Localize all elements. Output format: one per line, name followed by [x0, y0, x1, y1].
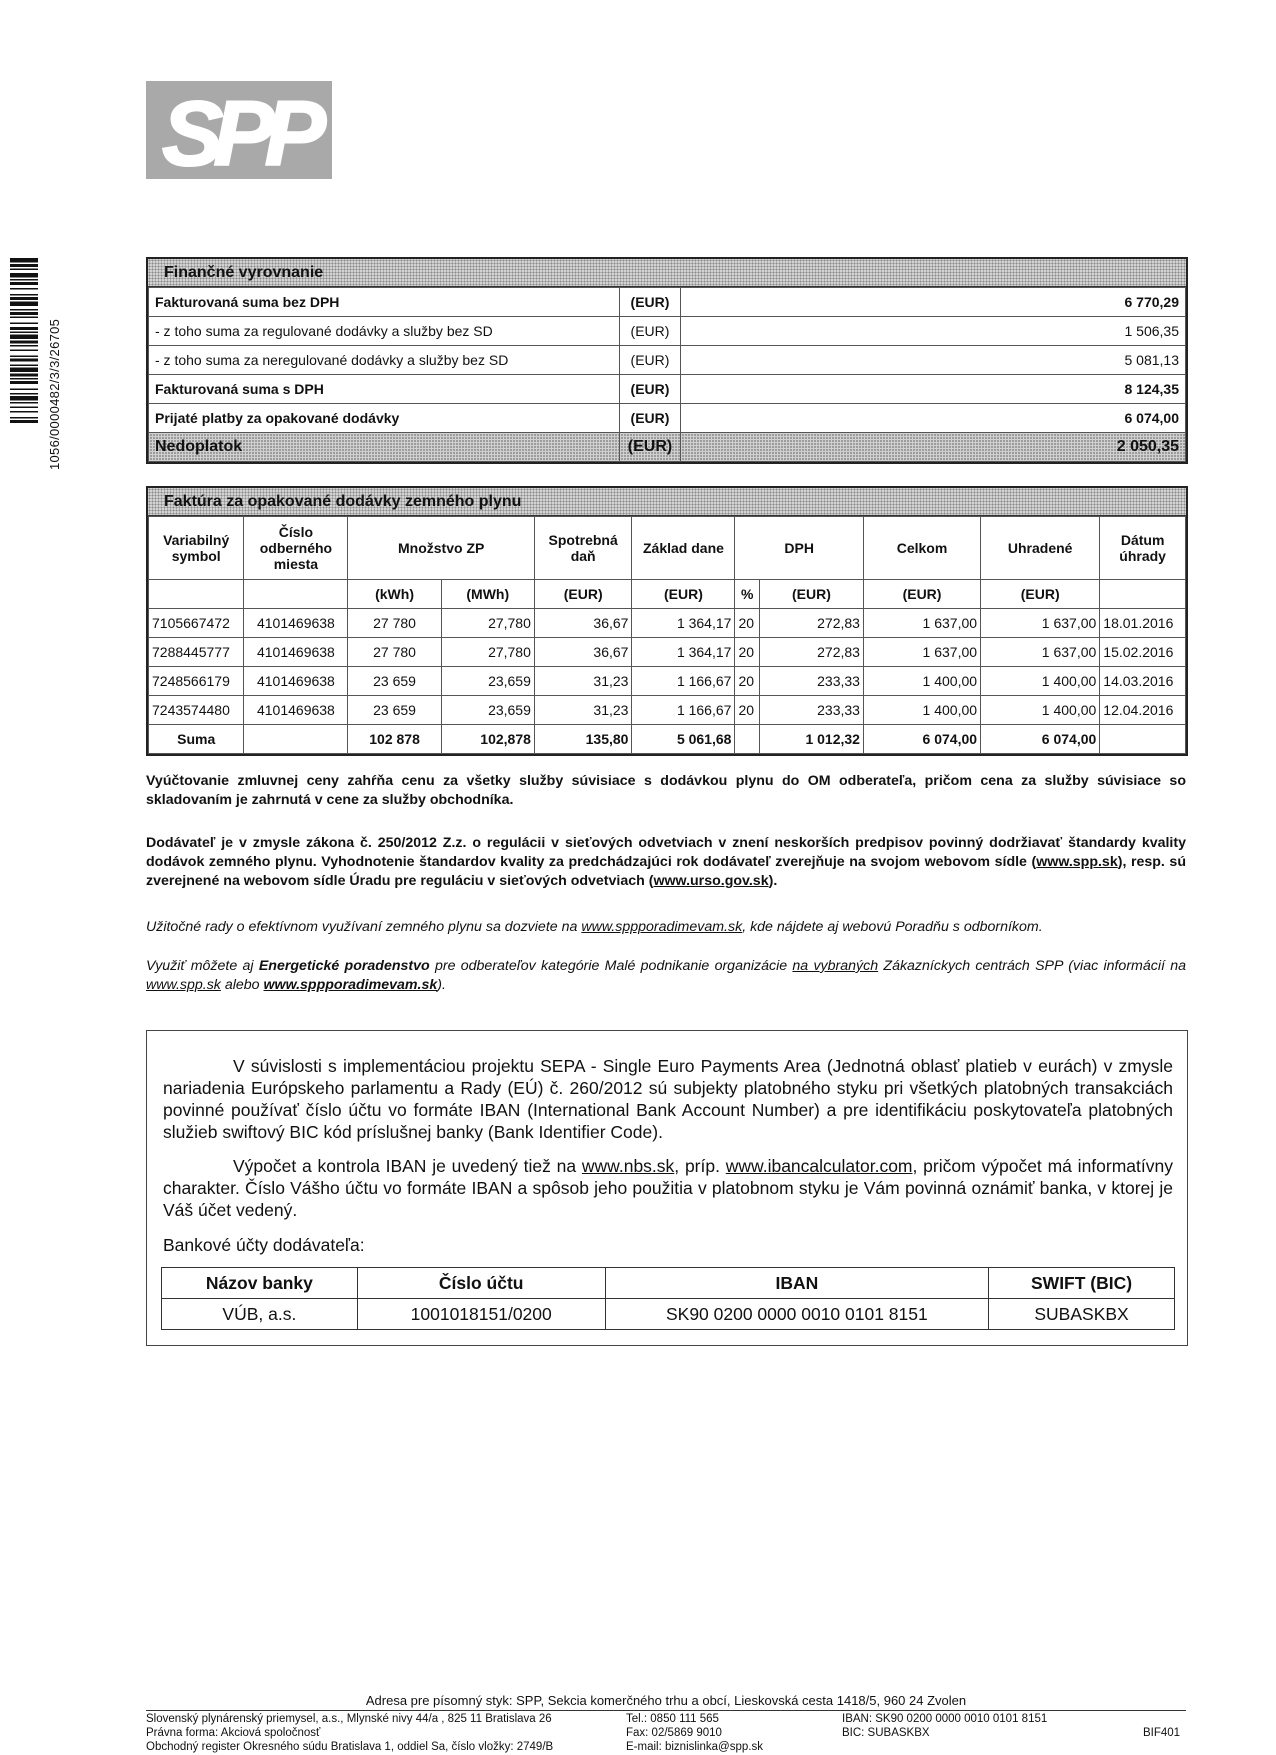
invoice-cell-kwh: 27 780 [348, 609, 441, 638]
sum-cell-sd: 135,80 [534, 725, 632, 754]
footer-phone: Tel.: 0850 111 565 [626, 1713, 719, 1725]
financial-value: 8 124,35 [681, 375, 1186, 404]
invoice-cell-om: 4101469638 [244, 696, 348, 725]
header-datum-uhrady: Dátum úhrady [1100, 517, 1186, 580]
financial-value: 6 074,00 [681, 404, 1186, 433]
link-sppporadimevam[interactable]: www.sppporadimevam.sk [581, 919, 743, 935]
sum-cell-label: Suma [149, 725, 244, 754]
unit-empty [149, 580, 244, 609]
invoice-cell-celkom: 1 400,00 [863, 696, 980, 725]
sepa-info-box [146, 1030, 1188, 1346]
invoice-cell-uhradene: 1 400,00 [981, 667, 1100, 696]
bank-account: 1001018151/0200 [357, 1299, 605, 1330]
note-quality-standards: Dodávateľ je v zmysle zákona č. 250/2012 Z.z. o regulácii v sieťových odvetviach v znení neskorších predpisov povinný dodržiavať štandardy kvality dodávok zemného plynu. Vyhodnotenie štandardov kvality za predchádzajúci rok dodávateľ zverejňuje na svojom webovom sídle (www.spp.sk), resp. sú zverejnené na webovom sídle Úradu pre reguláciu v sieťových odvetviach (www.urso.gov.sk). [146, 835, 1186, 889]
invoice-cell-uhradene: 1 400,00 [981, 696, 1100, 725]
invoice-cell-celkom: 1 637,00 [863, 609, 980, 638]
footer-company: Slovenský plynárenský priemysel, a.s., Mlynské nivy 44/a , 825 11 Bratislava 26 [146, 1713, 552, 1725]
note-advice: Užitočné rady o efektívnom využívaní zemného plynu sa dozviete na www.sppporadimevam.sk, kde nájdete aj webovú Poradňu s odborníkom. [146, 919, 1043, 935]
financial-currency: (EUR) [620, 433, 681, 462]
sum-cell-dph: 1 012,32 [759, 725, 863, 754]
sum-cell-uhradene: 6 074,00 [981, 725, 1100, 754]
footer-register: Obchodný register Okresného súdu Bratislava 1, oddiel Sa, číslo vložky: 2749/B [146, 1741, 554, 1753]
financial-currency: (EUR) [620, 317, 681, 346]
financial-row [149, 346, 1186, 375]
invoice-cell-pct: 20 [735, 609, 759, 638]
bank-name: VÚB, a.s. [162, 1299, 358, 1330]
invoice-cell-mwh: 27,780 [441, 609, 534, 638]
bank-accounts-label: Bankové účty dodávateľa: [163, 1235, 365, 1255]
sepa-paragraph-2: Výpočet a kontrola IBAN je uvedený tiež na www.nbs.sk, príp. www.ibancalculator.com, pričom výpočet má informatívny charakter. Číslo Vášho účtu vo formáte IBAN a spôsob jeho použitia v platobnom styku je Vám povinná oznámiť banka, v ktorej je Váš účet vedený. [163, 1156, 1173, 1220]
bank-swift: SUBASKBX [989, 1299, 1175, 1330]
invoice-cell-mwh: 23,659 [441, 696, 534, 725]
financial-value: 2 050,35 [681, 433, 1186, 462]
financial-label: Prijaté platby za opakované dodávky [149, 404, 620, 433]
unit-empty [244, 580, 348, 609]
header-celkom: Celkom [863, 517, 980, 580]
header-zaklad-dane: Základ dane [632, 517, 735, 580]
invoice-cell-om: 4101469638 [244, 609, 348, 638]
unit-uhradene: (EUR) [981, 580, 1100, 609]
invoice-table [148, 516, 1186, 754]
sum-cell-celkom: 6 074,00 [863, 725, 980, 754]
header-dph: DPH [735, 517, 864, 580]
invoice-cell-vs: 7288445777 [149, 638, 244, 667]
footer-doc-code: BIF401 [1143, 1727, 1181, 1739]
invoice-cell-zd: 1 364,17 [632, 638, 735, 667]
footer-email: E-mail: biznislinka@spp.sk [626, 1741, 763, 1753]
link-sppporadimevam-2[interactable]: www.sppporadimevam.sk [263, 977, 438, 993]
invoice-row [149, 638, 1186, 667]
invoice-cell-pct: 20 [735, 667, 759, 696]
footer-fax: Fax: 02/5869 9010 [626, 1727, 722, 1739]
financial-value: 5 081,13 [681, 346, 1186, 375]
invoice-cell-om: 4101469638 [244, 638, 348, 667]
footer-iban: IBAN: SK90 0200 0000 0010 0101 8151 [842, 1713, 1048, 1725]
link-ibancalculator[interactable]: www.ibancalculator.com [725, 1156, 913, 1176]
unit-empty [1100, 580, 1186, 609]
header-spotrebna-dan: Spotrebná daň [534, 517, 632, 580]
financial-value: 1 506,35 [681, 317, 1186, 346]
invoice-cell-uhradene: 1 637,00 [981, 609, 1100, 638]
financial-table [148, 287, 1186, 462]
sum-cell-kwh: 102 878 [348, 725, 441, 754]
footer-legal-form: Právna forma: Akciová spoločnosť [146, 1727, 321, 1739]
invoice-cell-kwh: 27 780 [348, 638, 441, 667]
financial-label: - z toho suma za neregulované dodávky a služby bez SD [149, 346, 620, 375]
invoice-cell-datum: 12.04.2016 [1100, 696, 1186, 725]
invoice-cell-pct: 20 [735, 638, 759, 667]
invoice-cell-datum: 14.03.2016 [1100, 667, 1186, 696]
bank-header-swift: SWIFT (BIC) [989, 1268, 1175, 1299]
spp-logo [146, 81, 332, 179]
header-variabilny-symbol: Variabilný symbol [149, 517, 244, 580]
invoice-cell-zd: 1 364,17 [632, 609, 735, 638]
unit-spotrebna: (EUR) [534, 580, 632, 609]
financial-currency: (EUR) [620, 346, 681, 375]
note-contract-price: Vyúčtovanie zmluvnej ceny zahŕňa cenu za všetky služby súvisiace s dodávkou plynu do OM odberateľa, pričom cena za služby súvisiace so skladovaním je zahrnutá v cene za služby obchodníka. [146, 773, 1186, 808]
financial-currency: (EUR) [620, 375, 681, 404]
invoice-cell-sd: 36,67 [534, 609, 632, 638]
bank-header-name: Názov banky [162, 1268, 358, 1299]
header-uhradene: Uhradené [981, 517, 1100, 580]
link-vybranych[interactable]: na vybraných [792, 958, 879, 974]
invoice-cell-datum: 15.02.2016 [1100, 638, 1186, 667]
bank-accounts-table [161, 1267, 1175, 1330]
footer-address: Adresa pre písomný styk: SPP, Sekcia komerčného trhu a obcí, Lieskovská cesta 1418/5, 960 24 Zvolen [365, 1693, 967, 1708]
invoice-title: Faktúra za opakované dodávky zemného plynu [148, 488, 1186, 516]
invoice-cell-uhradene: 1 637,00 [981, 638, 1100, 667]
financial-label: Fakturovaná suma s DPH [149, 375, 620, 404]
sum-cell-empty [735, 725, 759, 754]
invoice-cell-om: 4101469638 [244, 667, 348, 696]
invoice-cell-mwh: 23,659 [441, 667, 534, 696]
bank-header-iban: IBAN [605, 1268, 988, 1299]
unit-pct: % [735, 580, 759, 609]
financial-settlement-section [146, 257, 1188, 464]
financial-currency: (EUR) [620, 404, 681, 433]
financial-label: Nedoplatok [149, 433, 620, 462]
invoice-cell-dph: 233,33 [759, 667, 863, 696]
header-mnozstvo: Množstvo ZP [348, 517, 534, 580]
invoice-cell-datum: 18.01.2016 [1100, 609, 1186, 638]
side-document-code: 1056/0000482/3/3/26705 [47, 318, 62, 470]
invoice-section [146, 486, 1188, 756]
barcode-icon [10, 258, 38, 528]
unit-kwh: (kWh) [348, 580, 441, 609]
financial-title: Finančné vyrovnanie [148, 259, 1186, 287]
financial-row [149, 404, 1186, 433]
footer-divider [146, 1710, 1186, 1711]
footer-bic: BIC: SUBASKBX [842, 1727, 930, 1739]
invoice-cell-dph: 272,83 [759, 609, 863, 638]
invoice-sum-row [149, 725, 1186, 754]
financial-value: 6 770,29 [681, 288, 1186, 317]
invoice-cell-sd: 31,23 [534, 667, 632, 696]
header-cislo-om: Číslo odberného miesta [244, 517, 348, 580]
invoice-cell-celkom: 1 637,00 [863, 638, 980, 667]
invoice-cell-pct: 20 [735, 696, 759, 725]
financial-row [149, 317, 1186, 346]
invoice-row [149, 696, 1186, 725]
unit-dph: (EUR) [759, 580, 863, 609]
financial-currency: (EUR) [620, 288, 681, 317]
link-spp[interactable]: www.spp.sk [1036, 854, 1118, 870]
financial-row [149, 433, 1186, 462]
financial-row [149, 288, 1186, 317]
invoice-row [149, 609, 1186, 638]
link-spp-2[interactable]: www.spp.sk [146, 977, 221, 993]
financial-label: - z toho suma za regulované dodávky a služby bez SD [149, 317, 620, 346]
bank-iban: SK90 0200 0000 0010 0101 8151 [605, 1299, 988, 1330]
sum-cell-mwh: 102,878 [441, 725, 534, 754]
invoice-cell-vs: 7248566179 [149, 667, 244, 696]
invoice-cell-celkom: 1 400,00 [863, 667, 980, 696]
invoice-cell-zd: 1 166,67 [632, 667, 735, 696]
financial-row [149, 375, 1186, 404]
invoice-cell-sd: 36,67 [534, 638, 632, 667]
unit-zaklad: (EUR) [632, 580, 735, 609]
logo-text: SPP [161, 83, 317, 179]
note-energy-consulting: Využiť môžete aj Energetické poradenstvo pre odberateľov kategórie Malé podnikanie organizácie na vybraných Zákazníckych centrách SPP (viac informácií na www.spp.sk alebo www.sppporadimevam.sk). [146, 958, 1186, 993]
sum-cell-empty [244, 725, 348, 754]
unit-celkom: (EUR) [863, 580, 980, 609]
invoice-cell-mwh: 27,780 [441, 638, 534, 667]
sum-cell-zd: 5 061,68 [632, 725, 735, 754]
invoice-cell-kwh: 23 659 [348, 696, 441, 725]
invoice-cell-vs: 7105667472 [149, 609, 244, 638]
financial-label: Fakturovaná suma bez DPH [149, 288, 620, 317]
link-nbs[interactable]: www.nbs.sk [581, 1156, 675, 1176]
invoice-cell-dph: 233,33 [759, 696, 863, 725]
bank-header-account: Číslo účtu [357, 1268, 605, 1299]
invoice-cell-zd: 1 166,67 [632, 696, 735, 725]
unit-mwh: (MWh) [441, 580, 534, 609]
sepa-paragraph-1: V súvislosti s implementáciou projektu SEPA - Single Euro Payments Area (Jednotná oblasť platieb v eurách) v zmysle nariadenia Európskeho parlamentu a Rady (EÚ) č. 260/2012 sú subjekty platobného styku pri všetkých platobných transakciách povinné používať číslo účtu vo formáte IBAN (International Bank Account Number) a pre identifikáciu poskytovateľa platobných služieb swiftový BIC kód príslušnej banky (Bank Identifier Code). [163, 1056, 1173, 1142]
invoice-cell-kwh: 23 659 [348, 667, 441, 696]
invoice-cell-sd: 31,23 [534, 696, 632, 725]
invoice-cell-dph: 272,83 [759, 638, 863, 667]
link-urso[interactable]: www.urso.gov.sk [653, 873, 769, 889]
invoice-cell-vs: 7243574480 [149, 696, 244, 725]
sum-cell-empty [1100, 725, 1186, 754]
invoice-row [149, 667, 1186, 696]
